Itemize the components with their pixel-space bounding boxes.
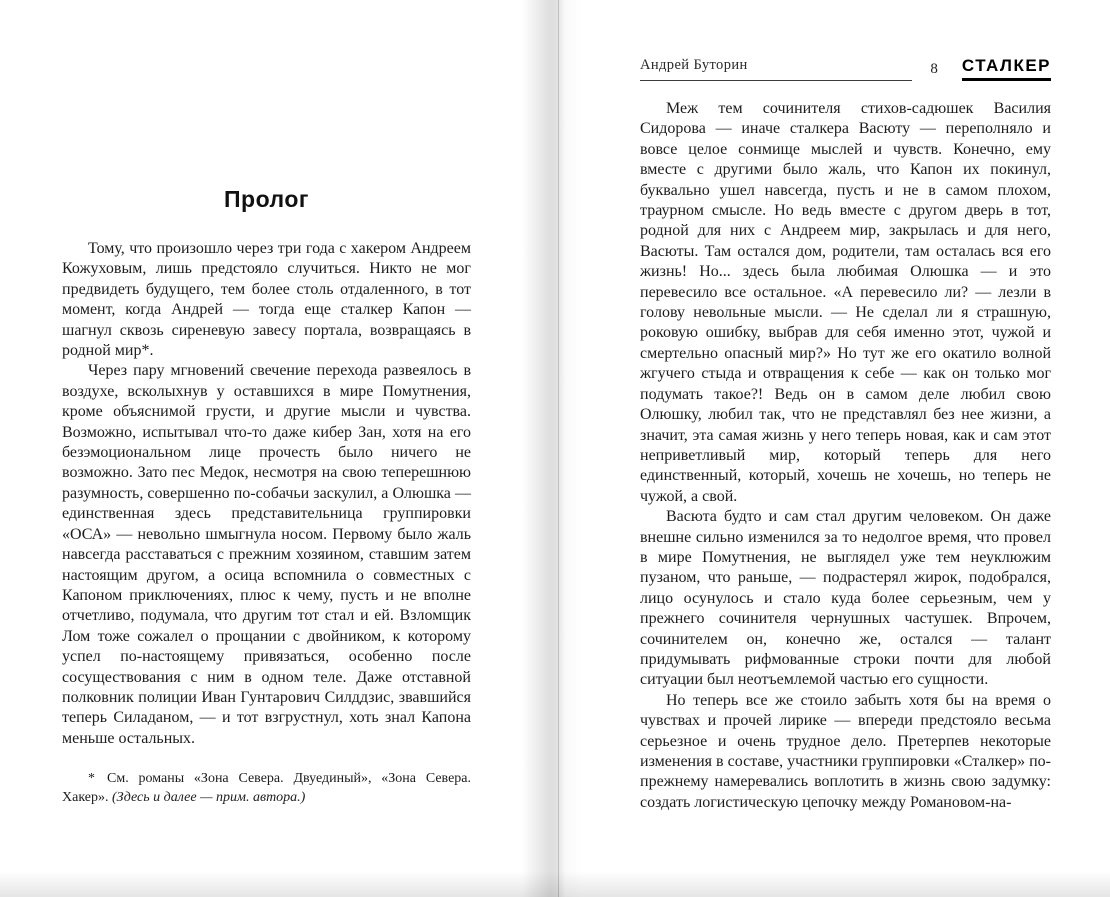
page-number: 8: [930, 61, 938, 77]
right-page: [640, 0, 1051, 813]
series-logo: СТАЛКЕР: [962, 56, 1051, 81]
body-paragraph: Тому, что произошло через три года с хакером Андреем Кожуховым, лишь предстояло случиться. Никто не мог предвидеть будущего, тем более столь отдаленного, в тот момент, когда Андрей — тогда еще сталкер Капон — шагнул сквозь сиреневую завесу портала, возвращаясь в родной мир*.: [62, 240, 471, 360]
running-head-rule: [640, 56, 912, 81]
body-paragraph: Через пару мгновений свечение перехода развеялось в воздухе, всколыхнув у оставшихся в мире Помутнения, кроме объяснимой грусти, и другие мысли и чувства. Возможно, испытывал что-то даже кибер Зан, хотя на его безэмоциональном лице прочесть было ничего не возможно. Зато пес Медок, несмотря на свою теперешнюю разумность, совершенно по-собачьи заскулил, а Олюшка — единственная здесь представительница группировки «ОСА» — невольно шмыгнула носом. Первому было жаль навсегда расставаться с прежним хозяином, ставшим затем настоящим другом, а осица вспомнила о совместных с Капоном приключениях, плюс к чему, пусть и не вполне отчетливо, подумала, что другим тот стал и ей. Взломщик Лом тоже сожалел о прощании с двойником, к которому успел по-настоящему привязаться, особенно после сосуществования с ним в одном теле. Даже отставной полковник полиции Иван Гунтарович Силддзис, звавшийся теперь Силаданом, — и тот взгрустнул, хоть знал Капона меньше остальных.: [62, 362, 471, 747]
body-paragraph: Васюта будто и сам стал другим человеком. Он даже внешне сильно изменился за то недолгое время, что провел в мире Помутнения, не выглядел уже тем неуклюжим пузаном, что раньше, — подрастерял жирок, подобрался, лицо осунулось и стало куда более серьезным, чем у прежнего сочинителя чернушных частушек. Впрочем, сочинителем он, конечно же, остался — талант придумывать рифмованные строки почти для любой ситуации был неотъемлемой частью его сущности.: [640, 508, 1051, 689]
left-page: [62, 0, 471, 807]
body-paragraph: Но теперь все же стоило забыть хотя бы на время о чувствах и прочей лирике — впереди предстояло весьма серьезное и очень трудное дело. Претерпев некоторые изменения в составе, участники группировки «Сталкер» по-прежнему намеревались воплотить в жизнь свою задумку: создать логистическую цепочку между Романовом-на-: [640, 691, 1051, 811]
book-spine-gutter: [522, 0, 592, 897]
left-page-body: [62, 239, 471, 749]
page-bottom-shadow: [0, 871, 1110, 897]
footnote-marker: *: [88, 771, 95, 787]
page-header: [640, 56, 1051, 81]
footnote-author-note: (Здесь и далее — прим. автора.): [112, 790, 306, 806]
footnote: [62, 769, 471, 807]
running-head-author: Андрей Буторин: [640, 57, 748, 73]
footnote-text: См. романы «Зона Севера. Двуединый», «Зона Севера. Хакер».: [62, 771, 471, 806]
chapter-title: Пролог: [224, 186, 309, 212]
right-page-body: [640, 99, 1051, 813]
body-paragraph: Меж тем сочинителя стихов-садюшек Василия Сидорова — иначе сталкера Васюту — переполняло и вовсе целое сонмище мыслей и чувств. Конечно, ему вместе с другими было жаль, что Капон их покинул, буквально ушел навсегда, пусть и не в самом плохом, траурном смысле. Но ведь вместе с другом дверь в тот, родной для них с Андреем мир, закрылась и для него, Васюты. Там остался дом, родители, там осталась вся его жизнь! Но... здесь была любимая Олюшка — и это перевесило все остальное. «А перевесило ли? — лезли в голову невольные мысли. — Не сделал ли я страшную, роковую ошибку, выбрав для себя именно этот, чужой и смертельно опасный мир?» Но тут же его окатило волной жгучего стыда и отвращения к себе — как он только мог подумать такое?! Ведь он в самом деле любил свою Олюшку, любил так, что не представлял без нее жизни, а значит, эта самая жизнь у него теперь новая, как и сам этот неприветливый мир, который теперь для него единственный, который, хочешь не хочешь, но теперь не чужой, а свой.: [640, 100, 1051, 505]
